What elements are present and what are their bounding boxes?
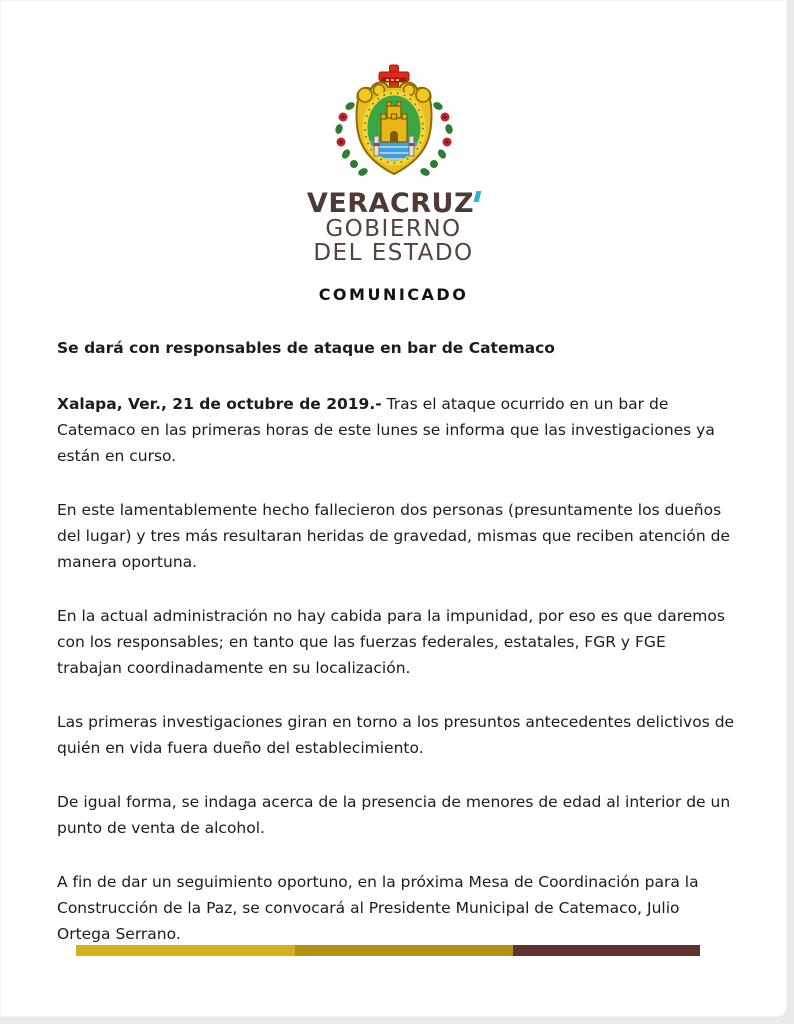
paragraph [57,709,735,761]
paragraph-text: A fin de dar un seguimiento oportuno, en la próxima Mesa de Coordinación para la Construcción de la Paz, se convocará al Presidente Municipal de Catemaco, Julio Ortega Serrano. [57,873,699,943]
paragraph [57,391,735,469]
veracruz-wordmark [0,190,787,217]
paragraph [57,497,735,575]
del-estado-line: DEL ESTADO [313,240,474,266]
paragraph-text: En la actual administración no hay cabida para la impunidad, por eso es que daremos con los responsables; en tanto que las fuerzas federales, estatales, FGR y FGE trabajan coordinadamente en su localización. [57,607,725,677]
footer-bar-segment-olive [295,945,513,956]
press-release-body [0,335,787,947]
header-brand [0,0,787,304]
comunicado-label: COMUNICADO [318,285,469,304]
paragraph-dateline: Xalapa, Ver., 21 de octubre de 2019.- [57,395,382,413]
paragraph [57,869,735,947]
veracruz-coat-of-arms-icon [324,64,464,182]
paragraph [57,603,735,681]
footer-color-bar [76,945,700,956]
wordmark-text: VERACRUZ [306,188,475,219]
paragraph-text: En este lamentablemente hecho fallecieron dos personas (presuntamente los dueños del lugar) y tres más resultaran heridas de gravedad, mismas que reciben atención de manera oportuna. [57,501,730,571]
paragraph-text: De igual forma, se indaga acerca de la presencia de menores de edad al interior de un punto de venta de alcohol. [57,793,731,837]
footer-bar-segment-gold [76,945,295,956]
paragraph [57,789,735,841]
wordmark-accent-mark [474,191,482,202]
gobierno-line: GOBIERNO [325,216,462,242]
paragraph-text: Las primeras investigaciones giran en torno a los presuntos antecedentes delictivos de quién en vida fuera dueño del establecimiento. [57,713,735,757]
paragraph-text: Tras el ataque ocurrido en un bar de Catemaco en las primeras horas de este lunes se informa que las investigaciones ya están en curso. [57,395,715,465]
footer-bar-segment-maroon [513,945,700,956]
headline: Se dará con responsables de ataque en bar de Catemaco [57,339,555,357]
